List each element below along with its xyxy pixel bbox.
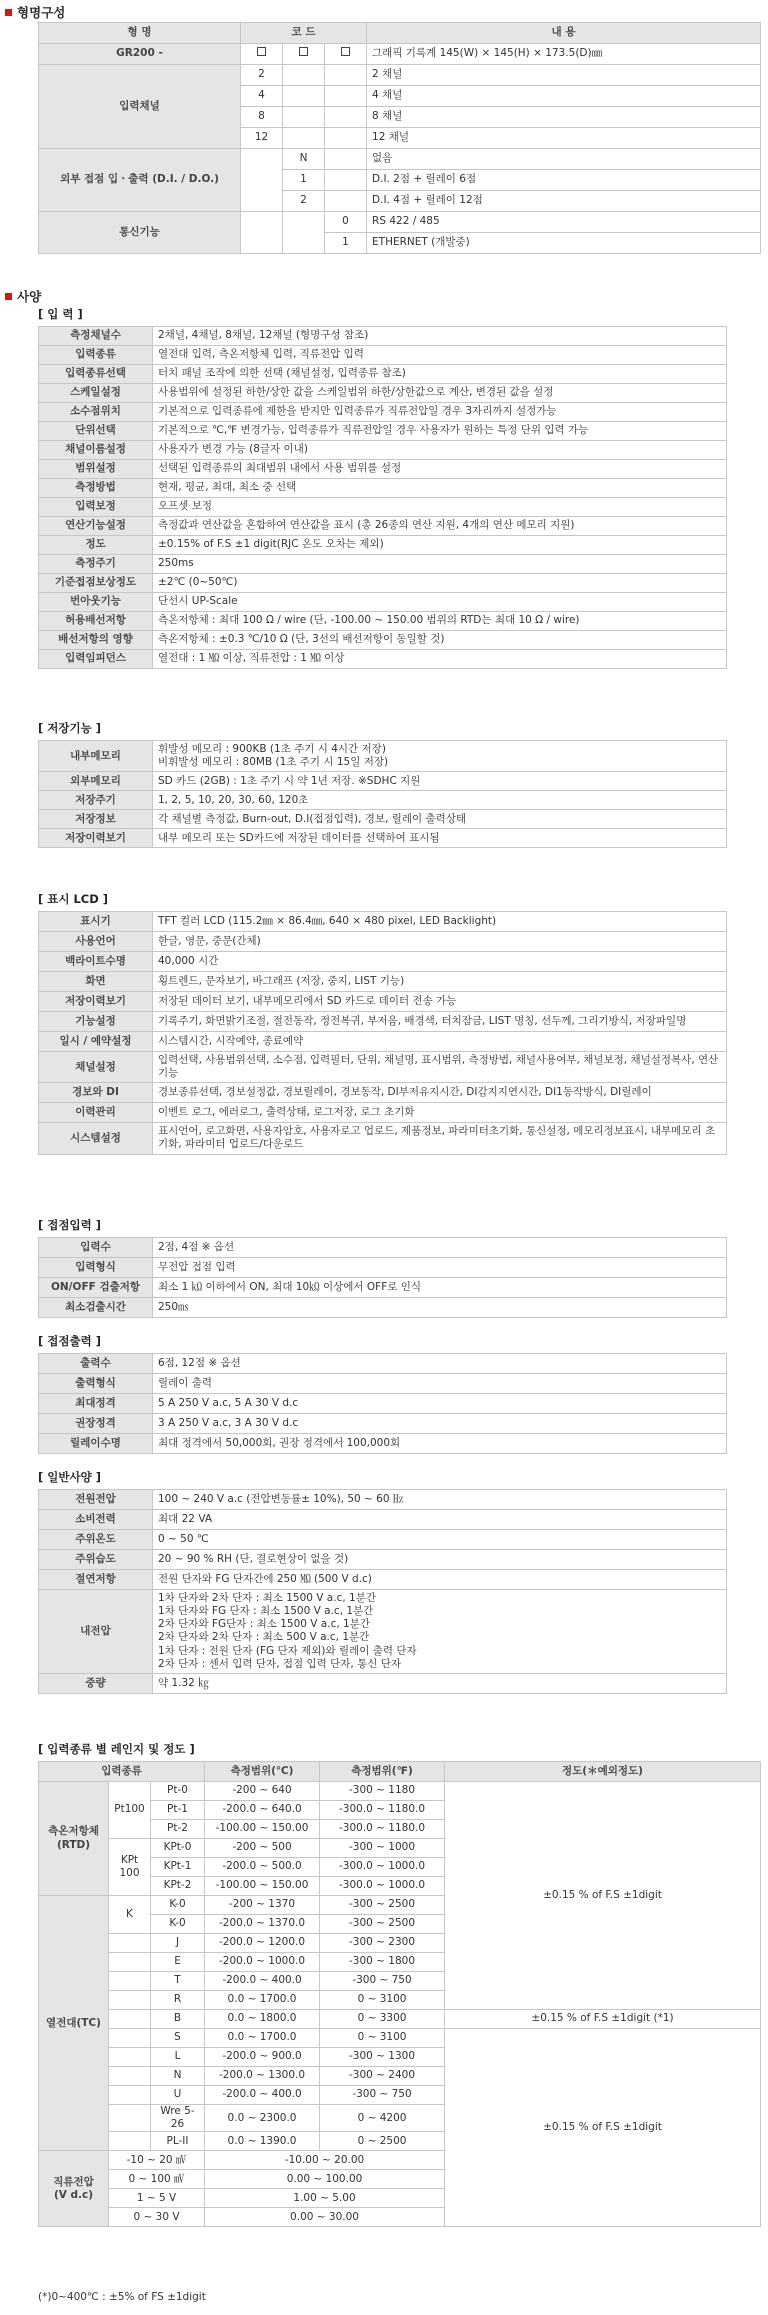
spec-label: 입력형식 bbox=[39, 1258, 153, 1278]
spec-row bbox=[39, 829, 727, 848]
range-blank bbox=[109, 1934, 151, 1953]
range-f: -300.0 ~ 1180.0 bbox=[320, 1801, 445, 1820]
model-table bbox=[38, 22, 761, 254]
storage-title: [ 저장기능 ] bbox=[38, 721, 101, 735]
range-blank bbox=[109, 1972, 151, 1991]
spec-label: 허용배선저항 bbox=[39, 612, 153, 631]
spec-row bbox=[39, 384, 727, 403]
range-value: 1.00 ~ 5.00 bbox=[205, 2189, 445, 2208]
range-subtype: K-0 bbox=[151, 1896, 205, 1915]
spec-row bbox=[39, 1354, 727, 1374]
range-f: -300 ~ 2500 bbox=[320, 1915, 445, 1934]
range-subtype: Pt-1 bbox=[151, 1801, 205, 1820]
spec-row bbox=[39, 1570, 727, 1590]
spec-label: 기준접점보상정도 bbox=[39, 574, 153, 593]
range-f: -300 ~ 750 bbox=[320, 1972, 445, 1991]
spec-label: 측정방법 bbox=[39, 479, 153, 498]
spec-label: 일시 / 예약설정 bbox=[39, 1032, 153, 1052]
io-code: 1 bbox=[283, 170, 325, 191]
spec-label: 주위습도 bbox=[39, 1550, 153, 1570]
spec-label: 백라이트수명 bbox=[39, 952, 153, 972]
spec-value: 2채널, 4채널, 8채널, 12채널 (형명구성 참조) bbox=[153, 327, 727, 346]
spec-row bbox=[39, 422, 727, 441]
spec-row bbox=[39, 1490, 727, 1510]
spec-value: 3 A 250 V a.c, 3 A 30 V d.c bbox=[153, 1414, 727, 1434]
range-f: -300 ~ 2400 bbox=[320, 2067, 445, 2086]
spec-label: 입력종류선택 bbox=[39, 365, 153, 384]
range-blank bbox=[109, 2067, 151, 2086]
spec-value: 무전압 접점 입력 bbox=[153, 1258, 727, 1278]
spec-label: 최대정격 bbox=[39, 1394, 153, 1414]
channel-desc: 12 채널 bbox=[367, 128, 761, 149]
range-subtype: J bbox=[151, 1934, 205, 1953]
range-blank bbox=[109, 2029, 151, 2048]
dc-label: 직류전압 (V d.c) bbox=[39, 2151, 109, 2227]
spec-value: 최대 정격에서 50,000회, 권장 정격에서 100,000회 bbox=[153, 1434, 727, 1454]
range-f: -300 ~ 1800 bbox=[320, 1953, 445, 1972]
spec-value: 현재, 평균, 최대, 최소 중 선택 bbox=[153, 479, 727, 498]
spec-value: 선택된 입력종류의 최대범위 내에서 사용 범위를 설정 bbox=[153, 460, 727, 479]
spec-value: ±2℃ (0~50℃) bbox=[153, 574, 727, 593]
spec-value: 0 ~ 50 ℃ bbox=[153, 1530, 727, 1550]
range-c: -200.0 ~ 1300.0 bbox=[205, 2067, 320, 2086]
spec-label: 중량 bbox=[39, 1673, 153, 1693]
spec-label: 사용언어 bbox=[39, 932, 153, 952]
range-f: -300 ~ 750 bbox=[320, 2086, 445, 2105]
spec-value: 100 ~ 240 V a.c (전압변동률± 10%), 50 ~ 60 ㎐ bbox=[153, 1490, 727, 1510]
spec-row bbox=[39, 1590, 727, 1674]
range-subtype: 0 ~ 30 V bbox=[109, 2208, 205, 2227]
spec-value: 측온저항체 : 최대 100 Ω / wire (단, -100.00 ~ 150.00 범위의 RTD는 최대 10 Ω / wire) bbox=[153, 612, 727, 631]
spec-row bbox=[39, 912, 727, 932]
spec-value: 열전대 입력, 측온저항체 입력, 직류전압 입력 bbox=[153, 346, 727, 365]
spec-label: 표시기 bbox=[39, 912, 153, 932]
range-c: 0.0 ~ 1700.0 bbox=[205, 1991, 320, 2010]
range-row bbox=[39, 1782, 761, 1801]
spec-value: 각 채널별 측정값, Burn-out, D.I(접점입력), 경보, 릴레이 출력상태 bbox=[153, 810, 727, 829]
spec-label: 측정채널수 bbox=[39, 327, 153, 346]
channel-label: 입력채널 bbox=[39, 65, 241, 149]
spec-value: 이벤트 로그, 에러로그, 출력상태, 로그저장, 로그 초기화 bbox=[153, 1103, 727, 1123]
range-f: -300.0 ~ 1000.0 bbox=[320, 1858, 445, 1877]
spec-row bbox=[39, 1238, 727, 1258]
rtd-label: 측온저항체 (RTD) bbox=[39, 1782, 109, 1896]
spec-value: 약 1.32 ㎏ bbox=[153, 1673, 727, 1693]
spec-value: 릴레이 출력 bbox=[153, 1374, 727, 1394]
spec-label: 절연저항 bbox=[39, 1570, 153, 1590]
spec-row bbox=[39, 1530, 727, 1550]
channel-code: 2 bbox=[241, 65, 283, 86]
spec-value: 터치 패널 조작에 의한 선택 (채널설정, 입력종류 참조) bbox=[153, 365, 727, 384]
k-label: K bbox=[109, 1896, 151, 1934]
spec-label: 연산기능설정 bbox=[39, 517, 153, 536]
range-blank bbox=[109, 2086, 151, 2105]
spec-value: TFT 컬러 LCD (115.2㎜ × 86.4㎜, 640 × 480 pixel, LED Backlight) bbox=[153, 912, 727, 932]
tc-label: 열전대(TC) bbox=[39, 1896, 109, 2151]
section-bullet-icon bbox=[5, 9, 12, 16]
spec-value: 1차 단자와 2차 단자 : 최소 1500 V a.c, 1분간 1차 단자와 FG 단자 : 최소 1500 V a.c, 1분간 2차 단자와 FG단자 : 최소 1500 V a.c, 1분간 2차 단자와 2차 단자 : 최소 500 V a.c, 1분간 1차 단자 : 전원 단자 (FG 단자 제외)와 릴레이 출력 단자 2차 단자 : 센서 입력 단자, 접점 입력 단자, 통신 단자 bbox=[153, 1590, 727, 1674]
header-desc: 내 용 bbox=[367, 23, 761, 44]
channel-desc: 2 채널 bbox=[367, 65, 761, 86]
spec-row bbox=[39, 932, 727, 952]
spec-label: 출력수 bbox=[39, 1354, 153, 1374]
contact-out-title: [ 접점출력 ] bbox=[38, 1334, 101, 1348]
header-range-c: 측정범위(℃) bbox=[205, 1762, 320, 1782]
range-blank bbox=[109, 1953, 151, 1972]
spec-label: 측정주기 bbox=[39, 555, 153, 574]
spec-label: 배선저항의 영향 bbox=[39, 631, 153, 650]
spec-label: ON/OFF 검출저항 bbox=[39, 1278, 153, 1298]
range-f: 0 ~ 3100 bbox=[320, 1991, 445, 2010]
range-value: 0.00 ~ 30.00 bbox=[205, 2208, 445, 2227]
spec-value: 표시언어, 로고화면, 사용자암호, 사용자로고 업로드, 제품정보, 파라미터초기화, 통신설정, 메모리정보표시, 내부메모리 초기화, 파라미터 업로드/다운로드 bbox=[153, 1123, 727, 1154]
spec-row bbox=[39, 1123, 727, 1154]
section-model: 형명구성 bbox=[5, 3, 65, 21]
spec-label: 입력임피던스 bbox=[39, 650, 153, 669]
range-f: 0 ~ 2500 bbox=[320, 2132, 445, 2151]
range-c: -200.0 ~ 400.0 bbox=[205, 2086, 320, 2105]
range-subtype: K-0 bbox=[151, 1915, 205, 1934]
spec-row bbox=[39, 479, 727, 498]
range-subtype: KPt-1 bbox=[151, 1858, 205, 1877]
spec-label: 범위설정 bbox=[39, 460, 153, 479]
range-blank bbox=[109, 2048, 151, 2067]
spec-label: 내부메모리 bbox=[39, 741, 153, 772]
range-f: -300.0 ~ 1000.0 bbox=[320, 1877, 445, 1896]
range-blank bbox=[109, 1991, 151, 2010]
range-subtype: L bbox=[151, 2048, 205, 2067]
range-f: -300 ~ 2300 bbox=[320, 1934, 445, 1953]
range-subtype: Wre 5-26 bbox=[151, 2105, 205, 2132]
spec-label: 출력형식 bbox=[39, 1374, 153, 1394]
range-c: -200.0 ~ 400.0 bbox=[205, 1972, 320, 1991]
spec-value: 사용자가 변경 가능 (8글자 이내) bbox=[153, 441, 727, 460]
spec-label: 화면 bbox=[39, 972, 153, 992]
spec-label: 저장주기 bbox=[39, 791, 153, 810]
model-base: GR200 - bbox=[39, 44, 241, 65]
spec-value: 시스템시간, 시작예약, 종료예약 bbox=[153, 1032, 727, 1052]
header-code: 코 드 bbox=[241, 23, 367, 44]
channel-code: 12 bbox=[241, 128, 283, 149]
section-spec: 사양 bbox=[5, 287, 41, 305]
spec-label: 주위온도 bbox=[39, 1530, 153, 1550]
range-c: -200.0 ~ 500.0 bbox=[205, 1858, 320, 1877]
accuracy-rtd: ±0.15 % of F.S ±1digit bbox=[445, 1782, 761, 2010]
pt100-label: Pt100 bbox=[109, 1782, 151, 1839]
spec-value: 저장된 데이터 보기, 내부메모리에서 SD 카드로 데이터 전송 가능 bbox=[153, 992, 727, 1012]
spec-label: 스케일설정 bbox=[39, 384, 153, 403]
comm-desc: ETHERNET (개발중) bbox=[367, 233, 761, 254]
io-desc: D.I. 2점 + 릴레이 6점 bbox=[367, 170, 761, 191]
channel-desc: 8 채널 bbox=[367, 107, 761, 128]
range-f: -300 ~ 1000 bbox=[320, 1839, 445, 1858]
range-subtype: 1 ~ 5 V bbox=[109, 2189, 205, 2208]
spec-row bbox=[39, 1394, 727, 1414]
contact-out-spec-table bbox=[38, 1353, 727, 1454]
range-subtype: R bbox=[151, 1991, 205, 2010]
code-box-icon bbox=[299, 47, 308, 56]
io-desc: 없음 bbox=[367, 149, 761, 170]
spec-row bbox=[39, 741, 727, 772]
header-model: 형 명 bbox=[39, 23, 241, 44]
spec-row bbox=[39, 1298, 727, 1318]
spec-value: 기록주기, 화면밝기조절, 절전동작, 정전복귀, 부저음, 배경색, 터치잠금, LIST 명칭, 선두께, 그리기방식, 저장파일명 bbox=[153, 1012, 727, 1032]
spec-row bbox=[39, 1434, 727, 1454]
spec-label: 외부메모리 bbox=[39, 772, 153, 791]
range-row bbox=[39, 2010, 761, 2029]
range-c: -200.0 ~ 1000.0 bbox=[205, 1953, 320, 1972]
range-c: -100.00 ~ 150.00 bbox=[205, 1820, 320, 1839]
spec-row bbox=[39, 1032, 727, 1052]
spec-value: 경보종류선택, 경보설정값, 경보릴레이, 경보동작, DI부저유지시간, DI감지지연시간, DI1동작방식, DI릴레이 bbox=[153, 1083, 727, 1103]
comm-code: 0 bbox=[325, 212, 367, 233]
spec-row bbox=[39, 346, 727, 365]
spec-row bbox=[39, 1374, 727, 1394]
spec-row bbox=[39, 403, 727, 422]
spec-value: ±0.15% of F.S ±1 digit(RJC 온도 오차는 제외) bbox=[153, 536, 727, 555]
spec-row bbox=[39, 791, 727, 810]
io-code: N bbox=[283, 149, 325, 170]
comm-desc: RS 422 / 485 bbox=[367, 212, 761, 233]
comm-label: 통신기능 bbox=[39, 212, 241, 254]
range-value: -10.00 ~ 20.00 bbox=[205, 2151, 445, 2170]
spec-row bbox=[39, 772, 727, 791]
range-row bbox=[39, 2029, 761, 2048]
spec-row bbox=[39, 365, 727, 384]
spec-row bbox=[39, 1510, 727, 1530]
range-c: -200.0 ~ 900.0 bbox=[205, 2048, 320, 2067]
channel-desc: 4 채널 bbox=[367, 86, 761, 107]
io-label: 외부 접점 입ㆍ출력 (D.I. / D.O.) bbox=[39, 149, 241, 212]
spec-label: 소수점위치 bbox=[39, 403, 153, 422]
spec-row bbox=[39, 612, 727, 631]
model-base-desc: 그래픽 기록계 145(W) × 145(H) × 173.5(D)㎜ bbox=[367, 44, 761, 65]
range-f: 0 ~ 4200 bbox=[320, 2105, 445, 2132]
spec-label: 번아웃기능 bbox=[39, 593, 153, 612]
spec-row bbox=[39, 1083, 727, 1103]
range-subtype: Pt-2 bbox=[151, 1820, 205, 1839]
spec-value: 전원 단자와 FG 단자간에 250 ㏁ (500 V d.c) bbox=[153, 1570, 727, 1590]
spec-label: 저장이력보기 bbox=[39, 829, 153, 848]
spec-value: 측온저항체 : ±0.3 ℃/10 Ω (단, 3선의 배선저항이 동일할 것) bbox=[153, 631, 727, 650]
spec-row bbox=[39, 1414, 727, 1434]
range-f: -300 ~ 2500 bbox=[320, 1896, 445, 1915]
range-c: -100.00 ~ 150.00 bbox=[205, 1877, 320, 1896]
spec-value: 기본적으로 입력종류에 제한을 받지만 입력종류가 직류전압일 경우 3자리까지 설정가능 bbox=[153, 403, 727, 422]
spec-value: 최소 1 ㏀ 이하에서 ON, 최대 10㏀ 이상에서 OFF로 인식 bbox=[153, 1278, 727, 1298]
spec-label: 소비전력 bbox=[39, 1510, 153, 1530]
spec-value: 기본적으로 ℃,℉ 변경가능, 입력종류가 직류전압일 경우 사용자가 원하는 특정 단위 입력 가능 bbox=[153, 422, 727, 441]
general-spec-table bbox=[38, 1489, 727, 1694]
range-f: -300.0 ~ 1180.0 bbox=[320, 1820, 445, 1839]
header-input-type: 입력종류 bbox=[39, 1762, 205, 1782]
comm-code: 1 bbox=[325, 233, 367, 254]
spec-row bbox=[39, 952, 727, 972]
display-spec-table bbox=[38, 911, 727, 1155]
range-c: -200.0 ~ 640.0 bbox=[205, 1801, 320, 1820]
range-subtype: T bbox=[151, 1972, 205, 1991]
spec-label: 저장이력보기 bbox=[39, 992, 153, 1012]
contact-in-spec-table bbox=[38, 1237, 727, 1318]
spec-row bbox=[39, 810, 727, 829]
range-c: 0.0 ~ 1390.0 bbox=[205, 2132, 320, 2151]
display-title: [ 표시 LCD ] bbox=[38, 892, 109, 906]
spec-row bbox=[39, 1258, 727, 1278]
spec-label: 입력수 bbox=[39, 1238, 153, 1258]
io-desc: D.I. 4점 + 릴레이 12점 bbox=[367, 191, 761, 212]
channel-code: 8 bbox=[241, 107, 283, 128]
spec-label: 이력관리 bbox=[39, 1103, 153, 1123]
spec-row bbox=[39, 1550, 727, 1570]
spec-row bbox=[39, 498, 727, 517]
range-blank bbox=[109, 2132, 151, 2151]
spec-row bbox=[39, 1673, 727, 1693]
code-box-icon bbox=[257, 47, 266, 56]
spec-label: 전원전압 bbox=[39, 1490, 153, 1510]
spec-row bbox=[39, 972, 727, 992]
spec-label: 입력보정 bbox=[39, 498, 153, 517]
spec-label: 경보와 DI bbox=[39, 1083, 153, 1103]
spec-label: 채널설정 bbox=[39, 1052, 153, 1083]
spec-value: 열전대 : 1 ㏁ 이상, 직류전압 : 1 ㏁ 이상 bbox=[153, 650, 727, 669]
range-title: [ 입력종류 별 레인지 및 정도 ] bbox=[38, 1742, 195, 1756]
spec-label: 정도 bbox=[39, 536, 153, 555]
spec-label: 시스템설정 bbox=[39, 1123, 153, 1154]
range-c: 0.0 ~ 2300.0 bbox=[205, 2105, 320, 2132]
spec-row bbox=[39, 441, 727, 460]
header-range-f: 측정범위(℉) bbox=[320, 1762, 445, 1782]
range-f: -300 ~ 1300 bbox=[320, 2048, 445, 2067]
spec-value: 5 A 250 V a.c, 5 A 30 V d.c bbox=[153, 1394, 727, 1414]
range-f: -300 ~ 1180 bbox=[320, 1782, 445, 1801]
spec-row bbox=[39, 327, 727, 346]
spec-value: 6점, 12점 ※ 옵션 bbox=[153, 1354, 727, 1374]
spec-label: 채널이름설정 bbox=[39, 441, 153, 460]
spec-value: SD 카드 (2GB) : 1초 주기 시 약 1년 저장. ※SDHC 지원 bbox=[153, 772, 727, 791]
spec-label: 기능설정 bbox=[39, 1012, 153, 1032]
spec-row bbox=[39, 460, 727, 479]
contact-in-title: [ 접점입력 ] bbox=[38, 1218, 101, 1232]
range-blank bbox=[109, 2010, 151, 2029]
io-code: 2 bbox=[283, 191, 325, 212]
spec-row bbox=[39, 1103, 727, 1123]
range-subtype: B bbox=[151, 2010, 205, 2029]
range-blank bbox=[109, 2105, 151, 2132]
section-bullet-icon bbox=[5, 293, 12, 300]
spec-value: 20 ~ 90 % RH (단, 결로현상이 없을 것) bbox=[153, 1550, 727, 1570]
range-subtype: Pt-0 bbox=[151, 1782, 205, 1801]
range-table bbox=[38, 1761, 761, 2227]
general-title: [ 일반사양 ] bbox=[38, 1470, 101, 1484]
spec-row bbox=[39, 593, 727, 612]
spec-value: 한글, 영문, 중문(간체) bbox=[153, 932, 727, 952]
spec-value: 오프셋 보정 bbox=[153, 498, 727, 517]
spec-row bbox=[39, 1278, 727, 1298]
spec-value: 횡트렌드, 문자보기, 바그래프 (저장, 중지, LIST 기능) bbox=[153, 972, 727, 992]
spec-label: 단위선택 bbox=[39, 422, 153, 441]
spec-row bbox=[39, 1012, 727, 1032]
range-c: -200 ~ 1370 bbox=[205, 1896, 320, 1915]
spec-value: 250㎳ bbox=[153, 1298, 727, 1318]
spec-value: 휘발성 메모리 : 900KB (1초 주기 시 4시간 저장) 비휘발성 메모리 : 80MB (1초 주기 시 15일 저장) bbox=[153, 741, 727, 772]
range-c: -200.0 ~ 1200.0 bbox=[205, 1934, 320, 1953]
range-c: -200 ~ 500 bbox=[205, 1839, 320, 1858]
accuracy-tc: ±0.15 % of F.S ±1digit bbox=[445, 2029, 761, 2227]
spec-label: 권장정격 bbox=[39, 1414, 153, 1434]
spec-value: 측정값과 연산값을 혼합하여 연산값을 표시 (총 26종의 연산 지원, 4개의 연산 메모리 지원) bbox=[153, 517, 727, 536]
range-subtype: N bbox=[151, 2067, 205, 2086]
accuracy-b: ±0.15 % of F.S ±1digit (*1) bbox=[445, 2010, 761, 2029]
spec-label: 저장정보 bbox=[39, 810, 153, 829]
spec-value: 40,000 시간 bbox=[153, 952, 727, 972]
range-subtype: U bbox=[151, 2086, 205, 2105]
spec-value: 사용범위에 설정된 하한/상한 값을 스케일범위 하한/상한값으로 계산, 변경된 값을 설정 bbox=[153, 384, 727, 403]
code-box-icon bbox=[341, 47, 350, 56]
spec-label: 입력종류 bbox=[39, 346, 153, 365]
spec-label: 최소검출시간 bbox=[39, 1298, 153, 1318]
spec-row bbox=[39, 992, 727, 1012]
header-accuracy: 정도(＊예외정도) bbox=[445, 1762, 761, 1782]
spec-label: 릴레이수명 bbox=[39, 1434, 153, 1454]
range-subtype: -10 ~ 20 ㎷ bbox=[109, 2151, 205, 2170]
spec-row bbox=[39, 517, 727, 536]
spec-value: 단선시 UP-Scale bbox=[153, 593, 727, 612]
spec-value: 1, 2, 5, 10, 20, 30, 60, 120초 bbox=[153, 791, 727, 810]
range-subtype: E bbox=[151, 1953, 205, 1972]
range-subtype: 0 ~ 100 ㎷ bbox=[109, 2170, 205, 2189]
range-subtype: PL-II bbox=[151, 2132, 205, 2151]
storage-spec-table bbox=[38, 740, 727, 848]
range-value: 0.00 ~ 100.00 bbox=[205, 2170, 445, 2189]
spec-row bbox=[39, 1052, 727, 1083]
spec-value: 2점, 4점 ※ 옵션 bbox=[153, 1238, 727, 1258]
spec-row bbox=[39, 574, 727, 593]
channel-code: 4 bbox=[241, 86, 283, 107]
range-subtype: KPt-0 bbox=[151, 1839, 205, 1858]
range-c: 0.0 ~ 1700.0 bbox=[205, 2029, 320, 2048]
spec-row bbox=[39, 631, 727, 650]
range-f: 0 ~ 3300 bbox=[320, 2010, 445, 2029]
spec-value: 입력선택, 사용범위선택, 소수점, 입력필터, 단위, 채널명, 표시범위, 측정방법, 채널사용여부, 채널보정, 채널설정복사, 연산기능 bbox=[153, 1052, 727, 1083]
spec-row bbox=[39, 536, 727, 555]
range-f: 0 ~ 3100 bbox=[320, 2029, 445, 2048]
input-title: [ 입 력 ] bbox=[38, 307, 83, 321]
range-footnote: (*)0~400℃ : ±5% of FS ±1digit bbox=[38, 2291, 206, 2303]
input-spec-table bbox=[38, 326, 727, 669]
spec-row bbox=[39, 650, 727, 669]
range-c: -200.0 ~ 1370.0 bbox=[205, 1915, 320, 1934]
spec-label: 내전압 bbox=[39, 1590, 153, 1674]
range-c: 0.0 ~ 1800.0 bbox=[205, 2010, 320, 2029]
range-subtype: S bbox=[151, 2029, 205, 2048]
range-c: -200 ~ 640 bbox=[205, 1782, 320, 1801]
spec-value: 최대 22 VA bbox=[153, 1510, 727, 1530]
kpt100-label: KPt 100 bbox=[109, 1839, 151, 1896]
spec-value: 250ms bbox=[153, 555, 727, 574]
spec-row bbox=[39, 555, 727, 574]
spec-value: 내부 메모리 또는 SD카드에 저장된 데이터를 선택하여 표시됨 bbox=[153, 829, 727, 848]
range-subtype: KPt-2 bbox=[151, 1877, 205, 1896]
